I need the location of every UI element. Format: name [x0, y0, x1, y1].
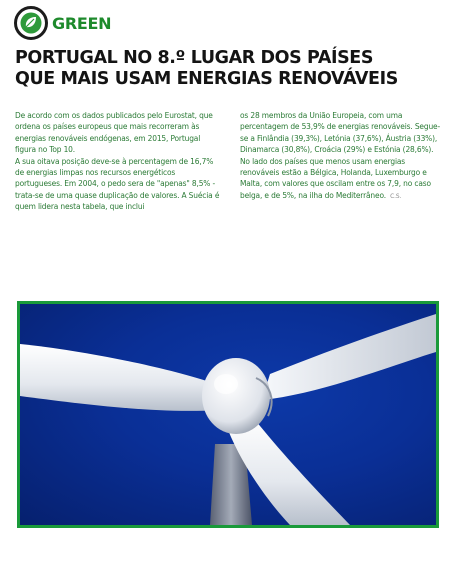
paragraph-text: No lado dos países que menos usam energias renováveis estão a Bélgica, Holanda, Luxemburgo e Malta, com valores que oscilam entre os 7,9, no caso belga, e de 5%, na ilha do Mediterrâneo.	[240, 155, 431, 200]
wind-turbine-photo	[17, 301, 439, 528]
leaf-icon	[14, 6, 48, 40]
wind-turbine-illustration	[20, 304, 436, 525]
blade-right	[262, 314, 436, 400]
column-right	[240, 110, 445, 213]
section-header	[14, 6, 111, 40]
article-body	[15, 110, 445, 213]
paragraph: De acordo com os dados publicados pelo Eurostat, que ordena os países europeus que mais recorreram às energias renováveis endógenas, em 2015, Portugal figura no Top 10.	[15, 110, 213, 155]
byline: C.S.	[390, 191, 402, 200]
paragraph-last	[240, 156, 445, 203]
paragraph: os 28 membros da União Europeia, com uma percentagem de 53,9% de energias renováveis. Segue-se a Finlândia (39,3%), Letónia (37,6%), Áustria (33%), Dinamarca (30,8%), Croácia (29%) e Estónia (28,6%).	[240, 110, 441, 155]
section-label: GREEN	[52, 13, 112, 33]
headline-line-2: QUE MAIS USAM ENERGIAS RENOVÁVEIS	[15, 69, 398, 89]
paragraph: A sua oitava posição deve-se à percentagem de 16,7% de energias limpas nos recursos energéticos portugueses. Em 2004, o pedo sera de "apenas" 8,5% - trata-se de uma quase duplicação de valores. A Suécia é quem lidera nesta tabela, que inclui	[15, 155, 220, 212]
headline	[15, 48, 445, 90]
blade-left	[20, 344, 218, 411]
headline-line-1: PORTUGAL NO 8.º LUGAR DOS PAÍSES	[15, 48, 374, 68]
column-left	[15, 110, 220, 213]
turbine-hub	[202, 358, 270, 434]
